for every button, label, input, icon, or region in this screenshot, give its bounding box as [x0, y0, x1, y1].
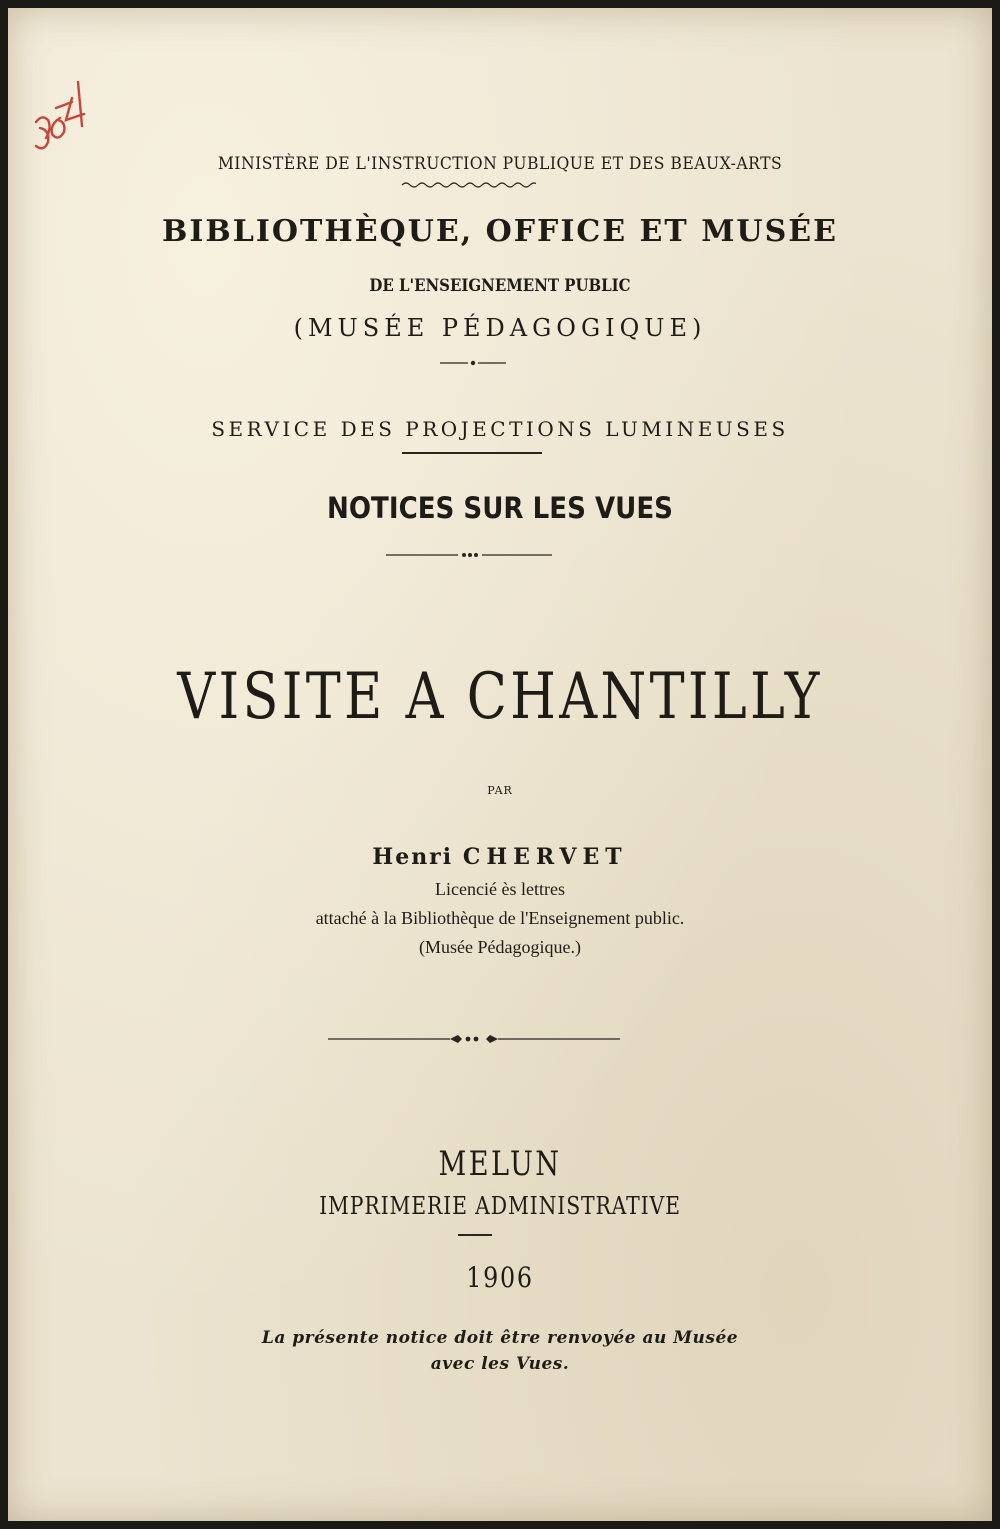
ministry-line: MINISTÈRE DE L'INSTRUCTION PUBLIQUE ET DES BEAUX-ARTS: [217, 154, 783, 174]
handwritten-number-mark: [32, 68, 102, 168]
fleuron-ornament-divider: [326, 1032, 622, 1046]
institution-title: BIBLIOTHÈQUE, OFFICE ET MUSÉE: [162, 214, 838, 249]
service-title: SERVICE DES PROJECTIONS LUMINEUSES: [211, 417, 789, 441]
by-label: PAR: [487, 784, 513, 797]
small-ornament-divider: [438, 358, 508, 368]
imprint-printer: IMPRIMERIE ADMINISTRATIVE: [319, 1192, 681, 1220]
dotted-ornament-divider: [384, 550, 554, 560]
author-affiliation-museum: (Musée Pédagogique.): [419, 937, 581, 957]
museum-name: (MUSÉE PÉDAGOGIQUE): [293, 314, 707, 342]
imprint-year: 1906: [466, 1261, 534, 1294]
author-first-name: Henri: [372, 844, 454, 870]
main-title: VISITE A CHANTILLY: [177, 660, 823, 734]
wavy-ornament-divider: [400, 180, 536, 190]
author-last-name: CHERVET: [462, 844, 628, 870]
return-notice-line-1: La présente notice doit être renvoyée au Musée: [261, 1328, 739, 1348]
return-notice-line-2: avec les Vues.: [430, 1354, 570, 1374]
section-title: NOTICES SUR LES VUES: [327, 491, 673, 525]
institution-subtitle: DE L'ENSEIGNEMENT PUBLIC: [369, 276, 631, 296]
author-affiliation: attaché à la Bibliothèque de l'Enseignement public.: [315, 908, 685, 928]
author-credential: Licencié ès lettres: [435, 879, 565, 899]
document-page: [8, 8, 992, 1521]
imprint-city: MELUN: [438, 1144, 562, 1184]
rule-divider: [402, 452, 542, 454]
author-name: [8, 844, 992, 870]
short-rule-divider: [458, 1234, 492, 1236]
